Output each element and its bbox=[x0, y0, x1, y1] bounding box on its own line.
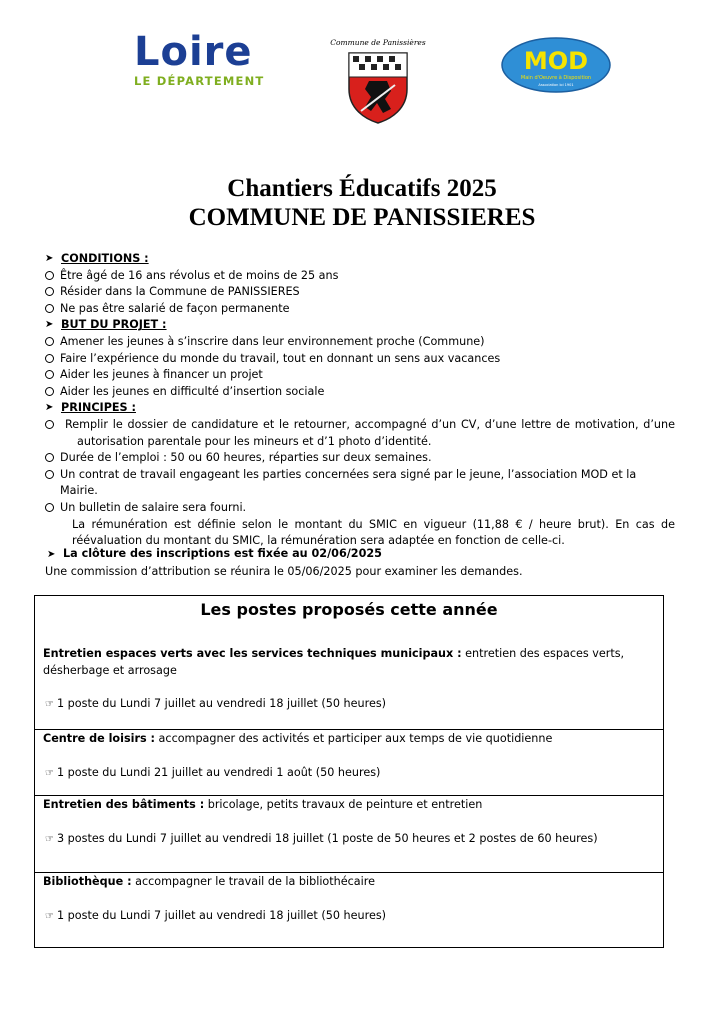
list-item: Faire l’expérience du monde du travail, tout en donnant un sens aux vacances bbox=[45, 351, 675, 368]
conditions-heading bbox=[45, 251, 675, 268]
principes-heading-label: PRINCIPES : bbox=[61, 401, 136, 415]
mod-logo-subtitle: Main d'Oeuvre à Disposition bbox=[520, 75, 592, 81]
crest-shield-icon bbox=[347, 51, 409, 125]
poste-section: Entretien des bâtiments : bricolage, petits travaux de peinture et entretien ☞ 3 postes du Lundi 7 juillet au vendredi 18 juillet (1 poste de 50 heures et 2 postes de 60 heures) bbox=[35, 795, 663, 848]
closure-heading: ➤ La clôture des inscriptions est fixée au 02/06/2025 bbox=[45, 546, 685, 564]
crest-caption: Commune de Panissières bbox=[330, 38, 426, 47]
circle-bullet-icon bbox=[45, 420, 54, 429]
list-item: Durée de l’emploi : 50 ou 60 heures, réparties sur deux semaines. bbox=[45, 450, 675, 467]
circle-bullet-icon bbox=[45, 470, 54, 479]
circle-bullet-icon bbox=[45, 354, 54, 363]
list-item: Amener les jeunes à s’inscrire dans leur environnement proche (Commune) bbox=[45, 334, 675, 351]
list-item: Un contrat de travail engageant les parties concernées sera signé par le jeune, l’association MOD et la Mairie. bbox=[45, 467, 675, 500]
poste-section: Centre de loisirs : accompagner des activités et participer aux temps de vie quotidienne ☞ 1 poste du Lundi 21 juillet au vendredi 1 août (50 heures) bbox=[35, 729, 663, 782]
list-item: Remplir le dossier de candidature et le retourner, accompagné d’un CV, d’une lettre de motivation, d’une autorisation parentale pour les mineurs et d’1 photo d’identité. bbox=[45, 417, 675, 450]
list-item: Aider les jeunes en difficulté d’insertion sociale bbox=[45, 384, 675, 401]
principes-heading bbox=[45, 400, 675, 417]
poste-section: Bibliothèque : accompagner le travail de la bibliothécaire ☞ 1 poste du Lundi 7 juillet au vendredi 18 juillet (50 heures) bbox=[35, 872, 663, 925]
panissieres-crest bbox=[328, 38, 428, 125]
circle-bullet-icon bbox=[45, 304, 54, 313]
mod-logo-text: MOD bbox=[523, 47, 589, 75]
circle-bullet-icon bbox=[45, 337, 54, 346]
closure-section bbox=[45, 546, 685, 580]
conditions-heading-label: CONDITIONS : bbox=[61, 252, 149, 265]
list-item: Être âgé de 16 ans révolus et de moins de 25 ans bbox=[45, 268, 675, 285]
list-item: Ne pas être salarié de façon permanente bbox=[45, 301, 675, 318]
circle-bullet-icon bbox=[45, 287, 54, 296]
pointing-hand-icon: ☞ bbox=[45, 910, 54, 922]
mod-logo-tagline: Association loi 1901 bbox=[538, 83, 574, 87]
arrow-icon: ➤ bbox=[47, 549, 56, 560]
main-content bbox=[45, 251, 675, 550]
pointing-hand-icon: ☞ bbox=[45, 767, 54, 779]
but-heading-label: BUT DU PROJET : bbox=[61, 318, 167, 332]
arrow-icon: ➤ bbox=[45, 319, 54, 331]
postes-box bbox=[34, 595, 664, 948]
loire-logo-name: Loire bbox=[134, 29, 253, 75]
mod-logo bbox=[500, 36, 612, 98]
closure-text: Une commission d’attribution se réunira le 05/06/2025 pour examiner les demandes. bbox=[45, 564, 523, 578]
list-item: Aider les jeunes à financer un projet bbox=[45, 367, 675, 384]
circle-bullet-icon bbox=[45, 387, 54, 396]
loire-logo-subtitle: LE DÉPARTEMENT bbox=[134, 74, 265, 88]
page-title: Chantiers Éducatifs 2025 bbox=[227, 175, 497, 202]
arrow-icon: ➤ bbox=[45, 402, 54, 414]
page-subtitle: COMMUNE DE PANISSIERES bbox=[188, 204, 536, 231]
circle-bullet-icon bbox=[45, 271, 54, 280]
salary-note: La rémunération est définie selon le montant du SMIC en vigueur (11,88 € / heure brut). En cas de réévaluation du montant du SMIC, la rémunération sera adaptée en fonction de celle-ci. bbox=[72, 517, 675, 548]
arrow-icon: ➤ bbox=[45, 253, 54, 264]
loire-logo bbox=[134, 29, 265, 88]
circle-bullet-icon bbox=[45, 453, 54, 462]
circle-bullet-icon bbox=[45, 503, 54, 512]
pointing-hand-icon: ☞ bbox=[45, 833, 54, 845]
postes-title: Les postes proposés cette année bbox=[200, 600, 498, 619]
list-item: Résider dans la Commune de PANISSIERES bbox=[45, 284, 675, 301]
but-heading bbox=[45, 317, 675, 334]
circle-bullet-icon bbox=[45, 370, 54, 379]
poste-section: Entretien espaces verts avec les services techniques municipaux : entretien des espaces verts, désherbage et arrosage ☞ 1 poste du Lundi 7 juillet au vendredi 18 juillet (50 heures) bbox=[35, 646, 663, 714]
list-item: Un bulletin de salaire sera fourni. bbox=[45, 500, 675, 517]
pointing-hand-icon: ☞ bbox=[45, 699, 54, 711]
